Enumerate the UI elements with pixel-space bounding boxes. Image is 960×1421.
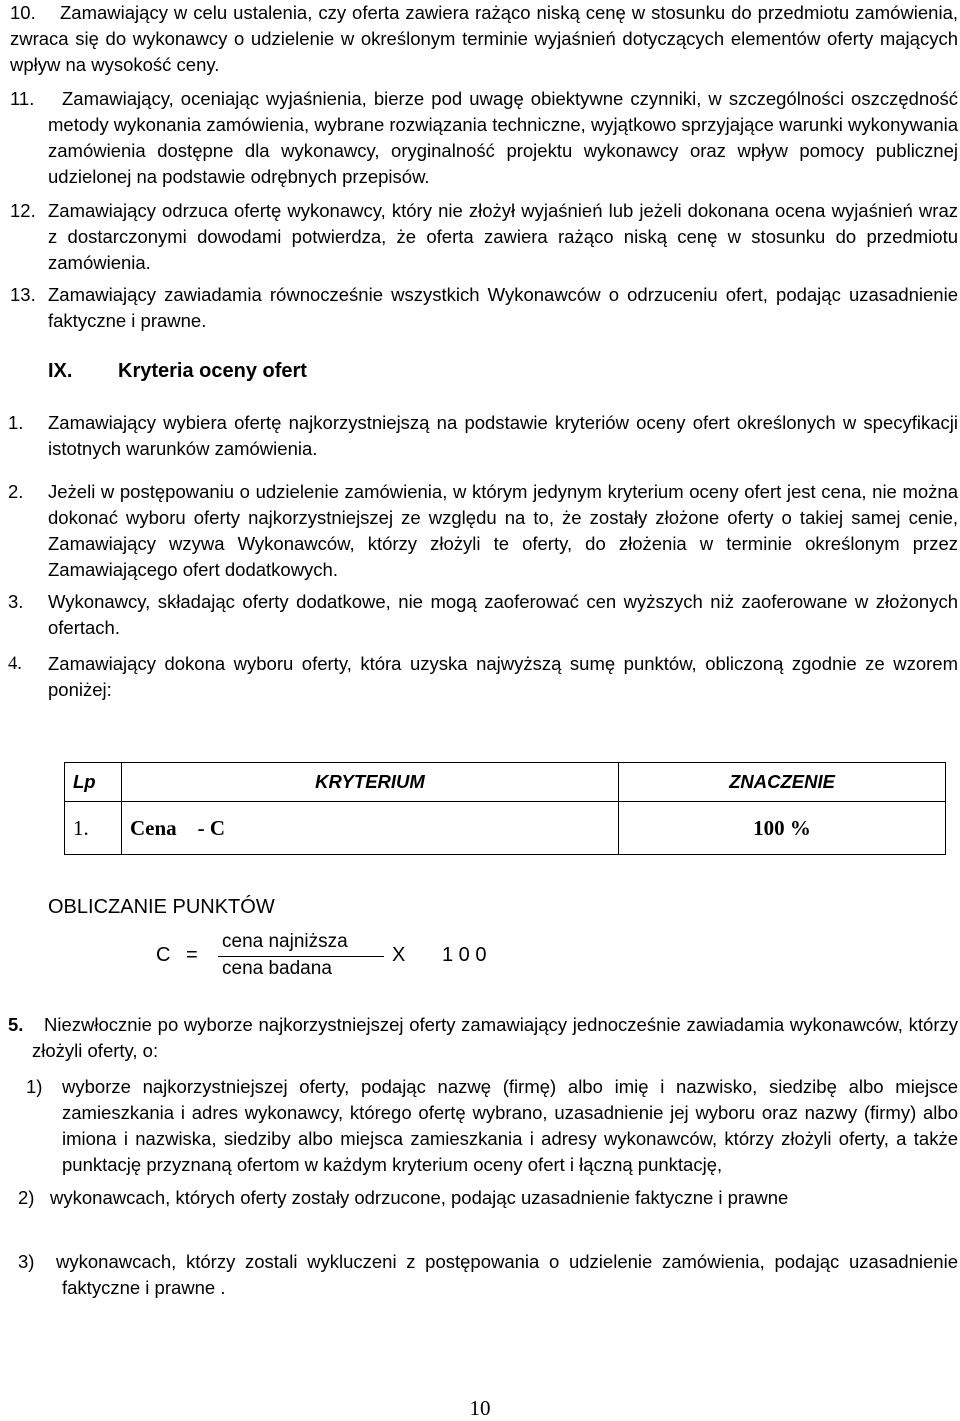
item-number: 1. xyxy=(8,412,24,433)
item-text: Zamawiający w celu ustalenia, czy oferta zawiera rażąco niską cenę w stosunku do przedmiotu zamówienia, zwraca się do wykonawcy o udzielenie w określonym terminie wyjaśnień dotyczących elementów oferty mających wpływ na wysokość ceny. xyxy=(10,2,958,75)
cell-znaczenie: 100 % xyxy=(619,802,946,855)
item-text: Zamawiający odrzuca ofertę wykonawcy, który nie złożył wyjaśnień lub jeżeli dokonana ocena wyjaśnień wraz z dostarczonymi dowodami potwierdza, że oferta zawiera rażąco niską cenę w stosunku do przedmiotu zamówienia. xyxy=(48,200,958,273)
item-number: 4. xyxy=(8,654,22,674)
item-text: Wykonawcy, składając oferty dodatkowe, nie mogą zaoferować cen wyższych niż zaoferowane w złożonych ofertach. xyxy=(48,591,958,638)
header-lp: Lp xyxy=(65,763,122,802)
subitem-text: wykonawcach, którzy zostali wykluczeni z postępowania o udzielenie zamówienia, podając uzasadnienie faktyczne i prawne . xyxy=(56,1251,958,1298)
formula-lhs: C xyxy=(156,944,171,966)
page-number: 10 xyxy=(469,1396,491,1420)
subitem-number: 1) xyxy=(26,1076,43,1097)
item-text: Zamawiający, oceniając wyjaśnienia, bierze pod uwagę obiektywne czynniki, w szczególności oszczędność metody wykonania zamówienia, wybrane rozwiązania techniczne, wyjątkowo sprzyjające warunki wykonywania zamówienia dostępne dla wykonawcy, oryginalność projektu wykonawcy oraz wpływ pomocy publicznej udzielonej na podstawie odrębnych przepisów. xyxy=(48,88,959,187)
item-number: 5. xyxy=(8,1014,24,1035)
item-text: Niezwłocznie po wyborze najkorzystniejszej oferty zamawiający jednocześnie zawiadamia wykonawców, którzy złożyli oferty, o: xyxy=(32,1014,958,1061)
header-kryterium: KRYTERIUM xyxy=(122,763,619,802)
formula-times: X xyxy=(392,944,406,966)
subitem-number: 3) xyxy=(18,1251,35,1272)
section-title: Kryteria oceny ofert xyxy=(118,360,307,382)
item-number: 10. xyxy=(10,2,36,23)
cell-lp: 1. xyxy=(65,802,122,855)
formula-factor: 1 0 0 xyxy=(442,944,487,966)
item-text: Zamawiający zawiadamia równocześnie wszystkich Wykonawców o odrzuceniu ofert, podając uzasadnienie faktyczne i prawne. xyxy=(48,284,958,331)
table-row xyxy=(65,802,946,855)
item-number: 12. xyxy=(10,200,36,221)
item-number: 3. xyxy=(8,591,24,612)
subitem-number: 2) xyxy=(18,1187,35,1208)
formula-title: OBLICZANIE PUNKTÓW xyxy=(48,896,275,918)
item-number: 2. xyxy=(8,481,24,502)
section-number: IX. xyxy=(48,360,73,382)
item-number: 11. xyxy=(10,88,35,109)
formula-denominator: cena badana xyxy=(222,958,332,979)
fraction-bar xyxy=(218,956,384,957)
formula-equals: = xyxy=(186,944,198,966)
subitem-text: wykonawcach, których oferty zostały odrzucone, podając uzasadnienie faktyczne i prawne xyxy=(50,1187,789,1208)
header-znaczenie: ZNACZENIE xyxy=(619,763,946,802)
item-number: 13. xyxy=(10,284,36,305)
item-text: Zamawiający dokona wyboru oferty, która uzyska najwyższą sumę punktów, obliczoną zgodnie ze wzorem poniżej: xyxy=(48,653,958,700)
item-text: Zamawiający wybiera ofertę najkorzystniejszą na podstawie kryteriów oceny ofert określonych w specyfikacji istotnych warunków zamówienia. xyxy=(48,412,958,459)
subitem-text: wyborze najkorzystniejszej oferty, podając nazwę (firmę) albo imię i nazwisko, siedzibę albo miejsce zamieszkania i adres wykonawcy, którego ofertę wybrano, uzasadnienie jej wyboru oraz nazwy (firmy) albo imiona i nazwiska, siedziby albo miejsca zamieszkania i adresy wykonawców, którzy złożyli oferty, a także punktację przyznaną ofertom w każdym kryterium oceny ofert i łączną punktację, xyxy=(62,1076,958,1175)
criteria-table xyxy=(64,762,946,855)
cell-kryterium: Cena - C xyxy=(122,802,619,855)
item-text: Jeżeli w postępowaniu o udzielenie zamówienia, w którym jedynym kryterium oceny ofert jest cena, nie można dokonać wyboru oferty najkorzystniejszej ze względu na to, że zostały złożone oferty o takiej samej cenie, Zamawiający wzywa Wykonawców, którzy złożyli te oferty, do złożenia w terminie określonym przez Zamawiającego ofert dodatkowych. xyxy=(48,481,958,580)
formula-numerator: cena najniższa xyxy=(222,931,348,952)
table-header-row xyxy=(65,763,946,802)
